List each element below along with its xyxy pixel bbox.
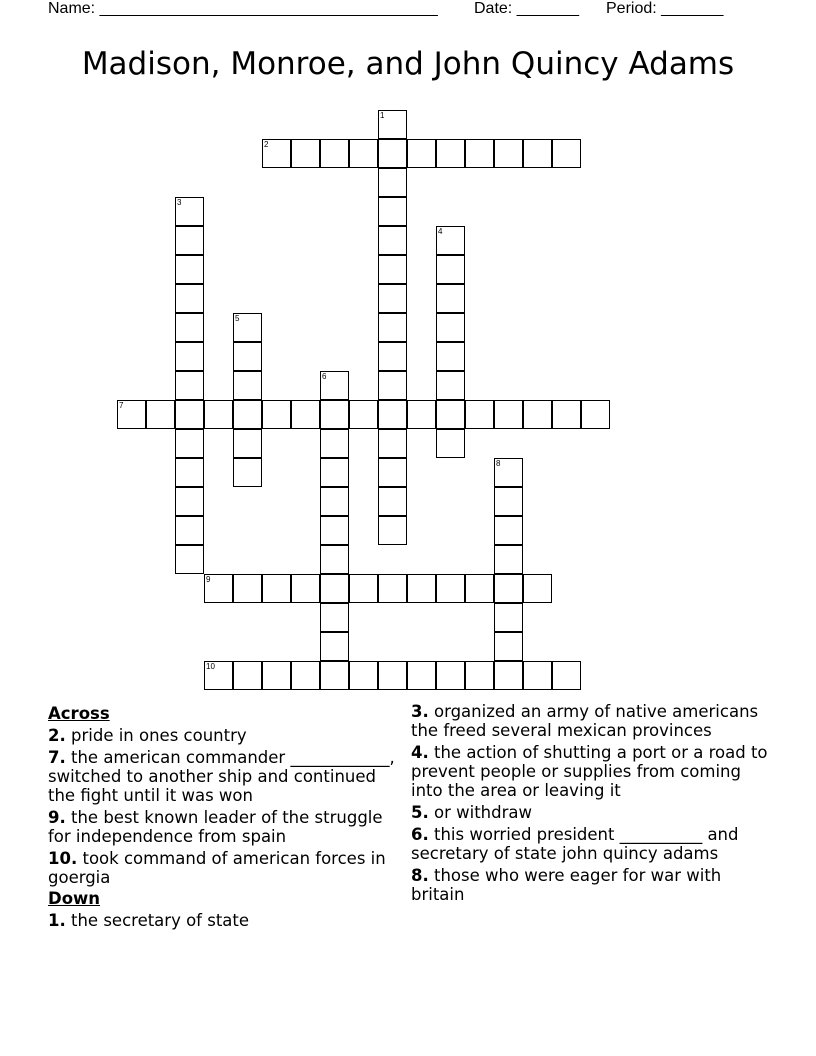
grid-cell[interactable] xyxy=(175,429,204,458)
cell-number-6: 6 xyxy=(322,372,327,381)
grid-cell[interactable] xyxy=(494,632,523,661)
grid-cell[interactable] xyxy=(436,139,465,168)
grid-cell[interactable] xyxy=(320,661,349,690)
grid-cell[interactable] xyxy=(291,400,320,429)
grid-cell[interactable] xyxy=(175,284,204,313)
name-field[interactable]: Name: ______________________________________ xyxy=(48,0,438,17)
grid-cell[interactable] xyxy=(378,371,407,400)
clue-number: 3. xyxy=(411,702,429,721)
clue-number: 7. xyxy=(48,748,66,767)
grid-cell[interactable] xyxy=(436,574,465,603)
grid-cell[interactable] xyxy=(552,400,581,429)
grid-cell[interactable] xyxy=(320,545,349,574)
clue-number: 8. xyxy=(411,866,429,885)
grid-cell[interactable] xyxy=(175,458,204,487)
grid-cell[interactable] xyxy=(233,342,262,371)
grid-cell[interactable] xyxy=(523,139,552,168)
grid-cell[interactable] xyxy=(407,574,436,603)
grid-cell[interactable] xyxy=(378,487,407,516)
grid-cell[interactable] xyxy=(146,400,175,429)
grid-cell[interactable] xyxy=(291,661,320,690)
clue-number: 6. xyxy=(411,825,429,844)
grid-cell[interactable] xyxy=(233,458,262,487)
grid-cell[interactable] xyxy=(204,400,233,429)
grid-cell[interactable] xyxy=(291,139,320,168)
grid-cell[interactable] xyxy=(175,371,204,400)
cell-number-9: 9 xyxy=(206,575,211,584)
grid-cell[interactable] xyxy=(175,400,204,429)
grid-cell[interactable] xyxy=(523,574,552,603)
grid-cell[interactable] xyxy=(494,545,523,574)
clue-across-10 xyxy=(48,849,408,887)
clues-right-column xyxy=(411,702,771,904)
grid-cell[interactable] xyxy=(378,255,407,284)
grid-cell[interactable] xyxy=(523,661,552,690)
grid-cell[interactable] xyxy=(320,603,349,632)
grid-cell[interactable] xyxy=(407,400,436,429)
clue-number: 10. xyxy=(48,849,78,868)
grid-cell[interactable] xyxy=(436,284,465,313)
clue-across-9 xyxy=(48,808,408,846)
grid-cell[interactable] xyxy=(320,458,349,487)
grid-cell[interactable] xyxy=(320,574,349,603)
grid-cell[interactable] xyxy=(349,400,378,429)
clue-across-7 xyxy=(48,748,408,805)
clue-text: those who were eager for war with britain xyxy=(411,866,722,904)
grid-cell[interactable] xyxy=(436,342,465,371)
student-info-header xyxy=(0,0,816,22)
clue-number: 2. xyxy=(48,726,66,745)
clue-across-2 xyxy=(48,726,408,745)
grid-cell[interactable] xyxy=(436,400,465,429)
cell-number-10: 10 xyxy=(206,662,215,671)
grid-cell[interactable] xyxy=(494,400,523,429)
grid-cell[interactable] xyxy=(378,429,407,458)
grid-cell[interactable] xyxy=(233,429,262,458)
grid-cell[interactable] xyxy=(465,400,494,429)
clue-down-3 xyxy=(411,702,771,740)
grid-cell[interactable] xyxy=(378,284,407,313)
grid-cell[interactable] xyxy=(436,661,465,690)
grid-cell[interactable] xyxy=(349,574,378,603)
clue-text: took command of american forces in goergia xyxy=(48,849,386,887)
grid-cell[interactable] xyxy=(378,458,407,487)
grid-cell[interactable] xyxy=(494,516,523,545)
grid-cell[interactable] xyxy=(378,661,407,690)
grid-cell[interactable] xyxy=(378,197,407,226)
grid-cell[interactable] xyxy=(378,139,407,168)
grid-cell[interactable] xyxy=(175,487,204,516)
grid-cell[interactable] xyxy=(175,226,204,255)
grid-cell[interactable] xyxy=(465,661,494,690)
grid-cell[interactable] xyxy=(581,400,610,429)
clue-text: pride in ones country xyxy=(71,726,247,745)
cell-number-4: 4 xyxy=(438,227,443,236)
cell-number-3: 3 xyxy=(177,198,182,207)
grid-cell[interactable] xyxy=(494,487,523,516)
grid-cell[interactable] xyxy=(175,545,204,574)
grid-cell[interactable] xyxy=(552,661,581,690)
down-heading: Down xyxy=(48,889,101,908)
cell-number-8: 8 xyxy=(496,459,501,468)
grid-cell[interactable] xyxy=(378,313,407,342)
clue-down-1 xyxy=(48,911,408,930)
grid-cell[interactable] xyxy=(320,632,349,661)
grid-cell[interactable] xyxy=(262,661,291,690)
grid-cell[interactable] xyxy=(436,429,465,458)
grid-cell[interactable] xyxy=(494,661,523,690)
date-field[interactable]: Date: _______ xyxy=(474,0,579,17)
grid-cell[interactable] xyxy=(349,661,378,690)
grid-cell[interactable] xyxy=(320,429,349,458)
grid-cell[interactable] xyxy=(378,226,407,255)
grid-cell[interactable] xyxy=(291,574,320,603)
clue-number: 5. xyxy=(411,803,429,822)
period-field[interactable]: Period: _______ xyxy=(606,0,724,17)
grid-cell[interactable] xyxy=(175,255,204,284)
grid-cell[interactable] xyxy=(349,139,378,168)
across-heading: Across xyxy=(48,704,110,723)
grid-cell[interactable] xyxy=(175,313,204,342)
clue-down-6 xyxy=(411,825,771,863)
grid-cell[interactable] xyxy=(378,342,407,371)
clue-number: 4. xyxy=(411,743,429,762)
grid-cell[interactable] xyxy=(320,139,349,168)
clue-number: 9. xyxy=(48,808,66,827)
grid-cell[interactable] xyxy=(378,574,407,603)
grid-cell[interactable] xyxy=(175,342,204,371)
grid-cell[interactable] xyxy=(262,574,291,603)
clue-text: the action of shutting a port or a road to prevent people or supplies from coming into the area or leaving it xyxy=(411,743,768,800)
grid-cell[interactable] xyxy=(465,574,494,603)
grid-cell[interactable] xyxy=(494,139,523,168)
grid-cell[interactable] xyxy=(523,400,552,429)
clue-text: or withdraw xyxy=(434,803,532,822)
grid-cell[interactable] xyxy=(233,574,262,603)
clue-text: the secretary of state xyxy=(71,911,250,930)
grid-cell[interactable] xyxy=(378,400,407,429)
grid-cell[interactable] xyxy=(233,371,262,400)
clue-text: the american commander ____________, switched to another ship and continued the fight until it was won xyxy=(48,748,395,805)
grid-cell[interactable] xyxy=(436,371,465,400)
grid-cell[interactable] xyxy=(378,516,407,545)
grid-cell[interactable] xyxy=(320,400,349,429)
grid-cell[interactable] xyxy=(407,139,436,168)
clue-down-8 xyxy=(411,866,771,904)
cell-number-2: 2 xyxy=(264,140,269,149)
grid-cell[interactable] xyxy=(465,139,494,168)
clue-text: organized an army of native americans the freed several mexican provinces xyxy=(411,702,759,740)
clue-number: 1. xyxy=(48,911,66,930)
cell-number-1: 1 xyxy=(380,111,385,120)
grid-cell[interactable] xyxy=(494,603,523,632)
grid-cell[interactable] xyxy=(494,574,523,603)
grid-cell[interactable] xyxy=(552,139,581,168)
clue-text: the best known leader of the struggle for independence from spain xyxy=(48,808,383,846)
grid-cell[interactable] xyxy=(436,313,465,342)
clue-down-4 xyxy=(411,743,771,800)
grid-cell[interactable] xyxy=(262,400,291,429)
grid-cell[interactable] xyxy=(407,661,436,690)
clues-left-column xyxy=(48,702,408,930)
grid-cell[interactable] xyxy=(436,255,465,284)
grid-cell[interactable] xyxy=(320,487,349,516)
grid-cell[interactable] xyxy=(233,400,262,429)
grid-cell[interactable] xyxy=(378,168,407,197)
clue-down-5 xyxy=(411,803,771,822)
grid-cell[interactable] xyxy=(233,661,262,690)
grid-cell[interactable] xyxy=(175,516,204,545)
clue-text: this worried president __________ and secretary of state john quincy adams xyxy=(411,825,739,863)
page-title: Madison, Monroe, and John Quincy Adams xyxy=(81,46,735,82)
cell-number-7: 7 xyxy=(119,401,124,410)
grid-cell[interactable] xyxy=(320,516,349,545)
cell-number-5: 5 xyxy=(235,314,240,323)
